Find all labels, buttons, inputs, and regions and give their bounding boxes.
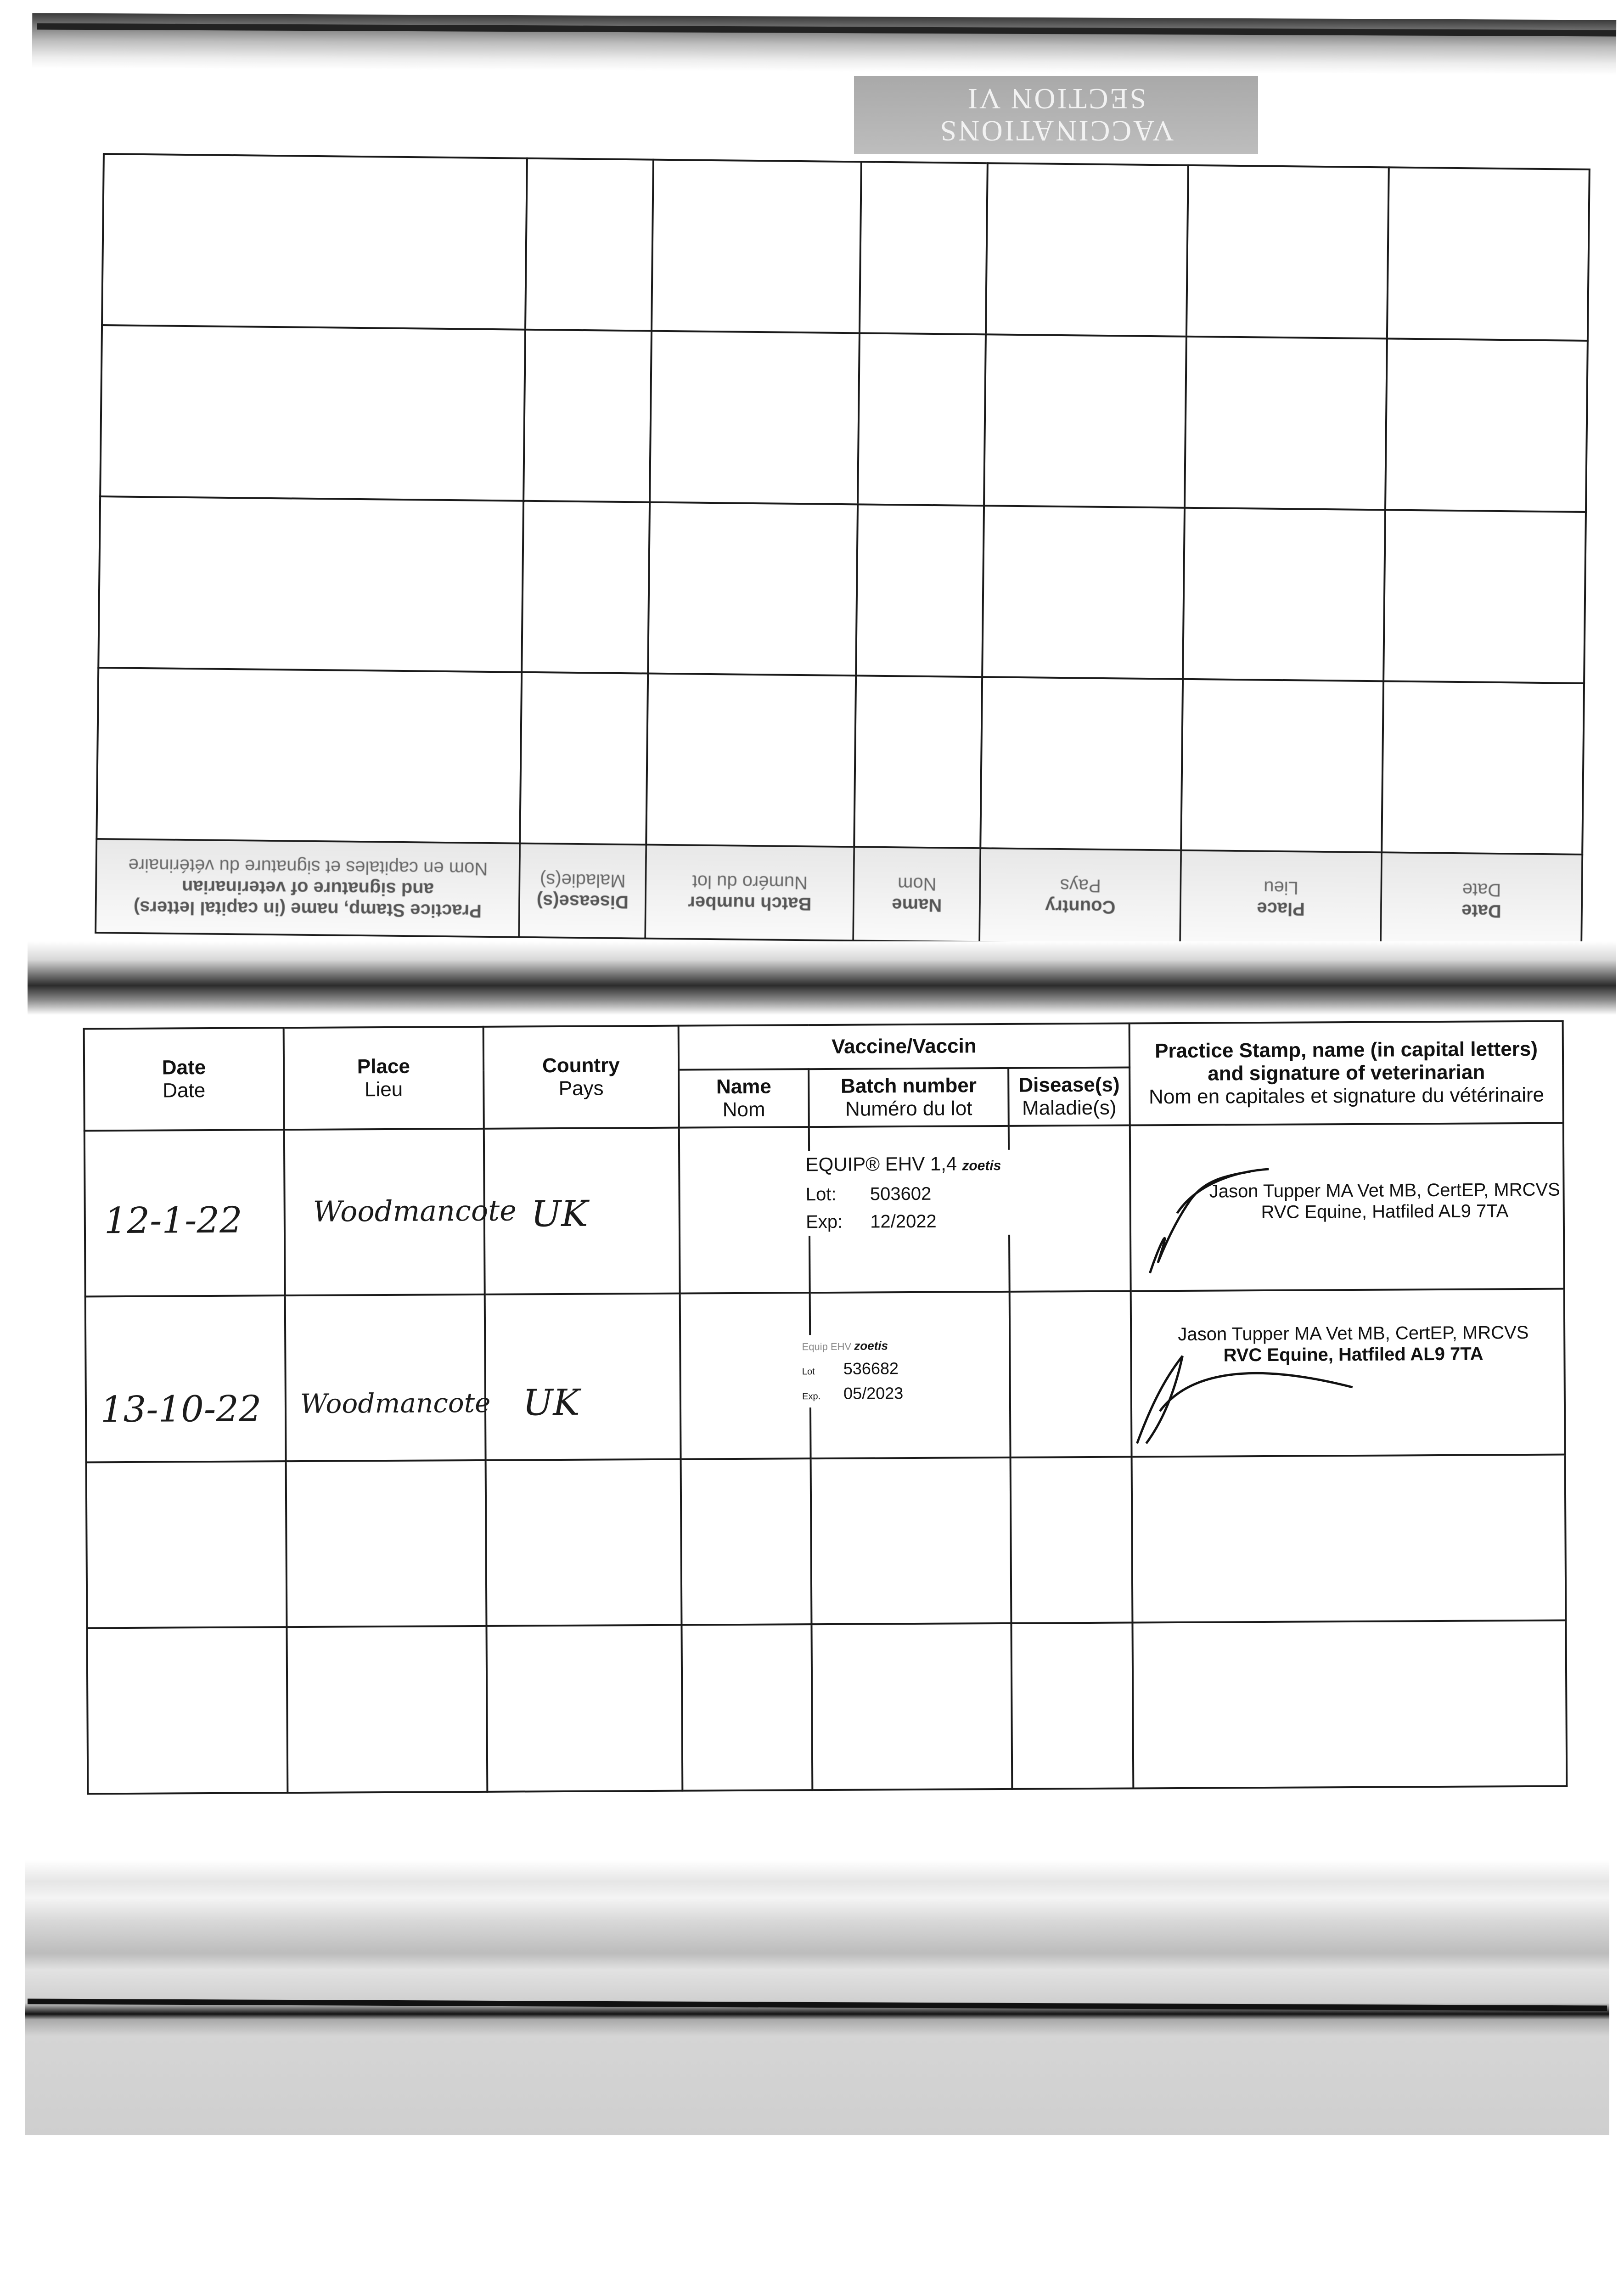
row2-vet-stamp: Jason Tupper MA Vet MB, CertEP, MRCVS RVC Equine, Hatfiled AL9 7TA: [1178, 1322, 1529, 1366]
header-practice-stamp: Practice Stamp, name (in capital letters) and signature of veterinarian Nom en capitales et signature du vétérinaire: [1129, 1021, 1563, 1125]
lower-header-row: [84, 1021, 1563, 1073]
row2-vaccine-sticker: Equip EHV zoetis Lot 536682 Exp. 05/2023: [802, 1334, 940, 1408]
row1-date: 12-1-22: [104, 1199, 242, 1242]
table-row: [87, 1621, 1567, 1794]
row1-place: Woodmancote: [313, 1193, 517, 1229]
row1-date-cell: [84, 1130, 285, 1296]
header-vaccine: Vaccine/Vaccin: [678, 1024, 1129, 1070]
table-row: [85, 1289, 1565, 1463]
row2-stamp-cell: [1131, 1289, 1565, 1457]
section-tab-subtitle: SECTION VI: [966, 83, 1146, 115]
upper-row: [98, 496, 1586, 683]
row2-name-cell: [680, 1293, 811, 1459]
row2-disease-cell: [1010, 1291, 1132, 1458]
row2-country-cell: [484, 1294, 680, 1460]
upper-vaccination-table: [95, 153, 1590, 949]
row1-name-cell: [679, 1127, 810, 1293]
scan-edge-top: [32, 13, 1616, 75]
header-date: Date Date: [84, 1028, 284, 1131]
upper-header-disease: Disease(s) Maladie(s): [519, 844, 646, 939]
row1-disease-cell: [1009, 1125, 1131, 1292]
header-disease: Disease(s) Maladie(s): [1008, 1067, 1130, 1126]
scan-edge-bottom: [25, 1860, 1609, 2135]
page-fold-shadow: [28, 941, 1616, 1015]
row2-signature: [1132, 1291, 1408, 1453]
row1-lot: 503602: [870, 1184, 932, 1204]
row1-batch-cell: [805, 1126, 1010, 1293]
row1-country: UK: [531, 1193, 588, 1235]
upper-header-stamp: Practice Stamp, name (in capital letters) and signature of veterinarian Nom en capitales et signature du vétérinaire: [96, 839, 520, 937]
header-place: Place Lieu: [283, 1027, 483, 1130]
row2-place-cell: [285, 1294, 491, 1461]
row1-vet-stamp: Jason Tupper MA Vet MB, CertEP, MRCVS RVC Equine, Hatfiled AL9 7TA: [1209, 1179, 1560, 1223]
row2-date: 13-10-22: [100, 1388, 262, 1431]
row1-stamp-cell: [1130, 1123, 1564, 1291]
table-row: [86, 1455, 1566, 1628]
row1-signature: [1131, 1125, 1407, 1287]
upper-header-batch: Batch number Numéro du lot: [645, 845, 854, 941]
row2-place: Woodmancote: [300, 1387, 491, 1420]
row2-exp: 05/2023: [843, 1384, 904, 1403]
upper-header-place: Place Lieu: [1180, 850, 1382, 946]
row1-exp: 12/2022: [870, 1211, 937, 1232]
row1-place-cell: [284, 1129, 517, 1295]
upper-header-name: Name Nom: [853, 847, 980, 942]
upper-header-country: Country Pays: [980, 848, 1181, 944]
lower-vaccination-table: [83, 1020, 1568, 1795]
row2-date-cell: [85, 1295, 286, 1462]
upper-row: [102, 154, 1590, 341]
upper-row: [100, 325, 1588, 512]
header-vaccine-name: Name Nom: [679, 1069, 809, 1128]
section-tab-title: VACCINATIONS: [938, 115, 1174, 147]
header-batch-number: Batch number Numéro du lot: [809, 1068, 1008, 1127]
table-row: [84, 1123, 1564, 1297]
row2-lot: 536682: [843, 1359, 899, 1378]
zoetis-logo: zoetis: [854, 1339, 888, 1353]
upper-row: [96, 668, 1584, 855]
row2-batch-cell: [802, 1292, 1011, 1458]
header-country: Country Pays: [483, 1026, 679, 1129]
zoetis-logo: zoetis: [962, 1158, 1001, 1174]
row2-country: UK: [523, 1382, 580, 1424]
upper-header-date: Date Date: [1381, 852, 1582, 948]
section-tab: [854, 76, 1258, 154]
row1-vaccine-sticker: EQUIP® EHV 1,4 zoetis Lot: 503602 Exp: 12/2022: [805, 1150, 1017, 1236]
upper-header-row: [96, 839, 1582, 948]
row1-country-cell: [483, 1128, 680, 1294]
